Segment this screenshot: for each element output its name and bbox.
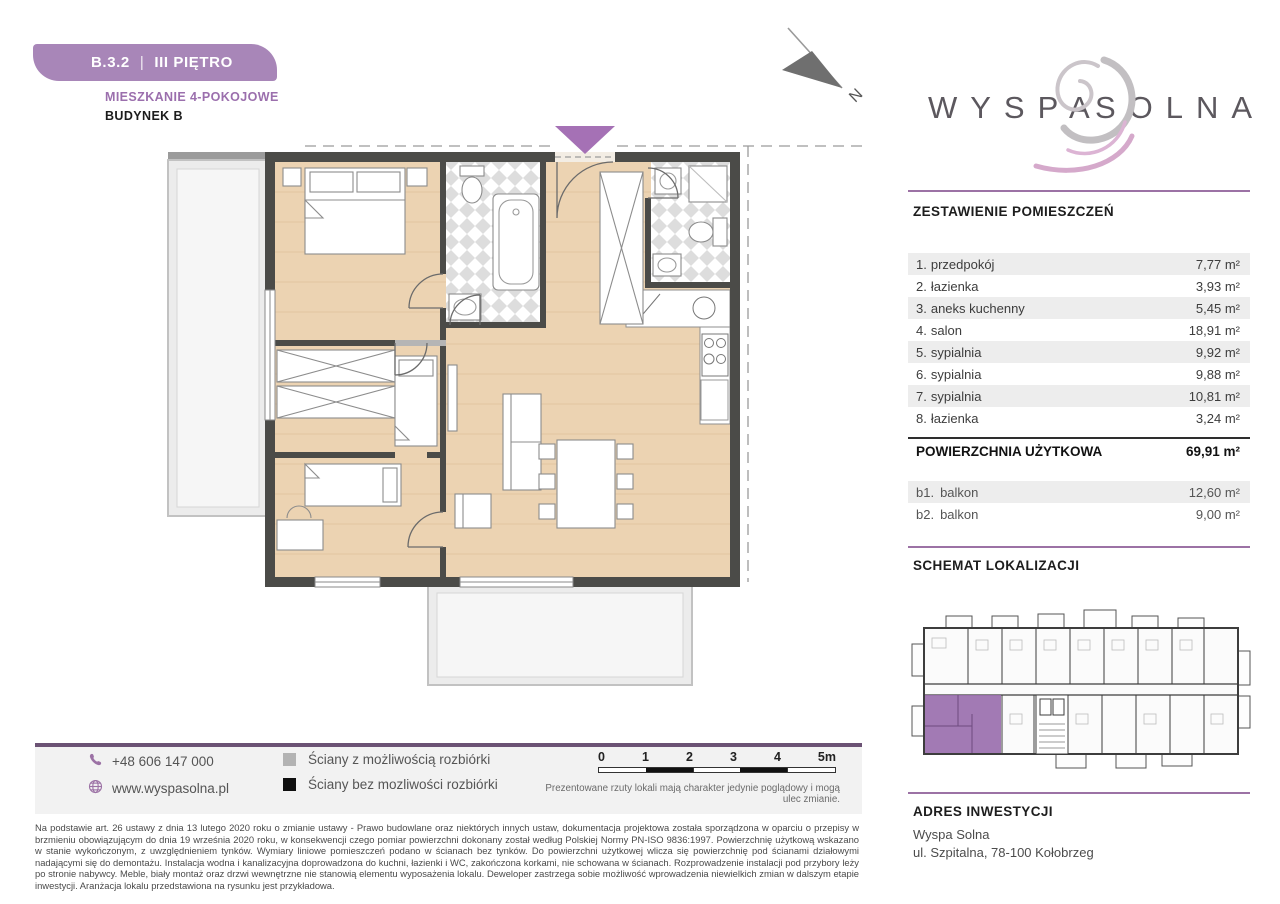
entry-marker-icon [555, 126, 615, 154]
room-name: sypialnia [930, 388, 982, 404]
room-area: 18,91 m² [1188, 322, 1240, 338]
logo-word-right: SOLNA [1095, 90, 1266, 125]
table-row [908, 503, 1250, 525]
rooms-table [908, 253, 1250, 429]
website-link[interactable] [88, 779, 229, 797]
total-area-row [908, 437, 1250, 463]
room-area: 9,92 m² [1195, 344, 1240, 360]
north-label: N [846, 85, 867, 106]
phone-icon [88, 752, 103, 770]
balcony-name: balkon [940, 506, 979, 522]
logo-swirl-icon [1028, 38, 1158, 188]
globe-icon [88, 779, 103, 797]
scale-bar [598, 750, 836, 773]
room-no: 5. [916, 344, 927, 360]
room-area: 5,45 m² [1195, 300, 1240, 316]
scale-tick: 3 [729, 750, 737, 764]
room-no: 7. [916, 388, 927, 404]
total-area-value: 69,91 m² [1185, 443, 1240, 459]
balcony-b2 [428, 585, 692, 685]
legend-item [283, 752, 498, 767]
phone-link[interactable] [88, 752, 229, 770]
room-no: 4. [916, 322, 927, 338]
scale-tick: 2 [685, 750, 693, 764]
floor-label: III PIĘTRO [154, 54, 233, 71]
table-row [908, 481, 1250, 503]
scale-tick: 1 [641, 750, 649, 764]
balcony-area: 9,00 m² [1195, 506, 1240, 522]
room-no: 6. [916, 366, 927, 382]
room-name: przedpokój [930, 256, 995, 272]
table-row [908, 407, 1250, 429]
unit-code: B.3.2 [91, 54, 130, 71]
room-name: salon [930, 322, 962, 338]
room-name: sypialnia [930, 366, 982, 382]
floor-plan [155, 122, 870, 702]
table-row [908, 341, 1250, 363]
room-name: łazienka [930, 410, 979, 426]
highlighted-unit [925, 695, 1001, 753]
room-area: 3,24 m² [1195, 410, 1240, 426]
location-panel-title: SCHEMAT LOKALIZACJI [913, 558, 1080, 573]
balcony-no: b1. [916, 484, 935, 500]
balcony-area: 12,60 m² [1188, 484, 1240, 500]
room-name: łazienka [930, 278, 979, 294]
legal-disclaimer: Na podstawie art. 26 ustawy z dnia 13 lutego 2020 roku o zmianie ustawy - Prawo budowlane oraz niektórych innych ustaw, dokumentacja projektowa została sporządzona w oparciu o przepisy w brzmieniu obowiązującym do dnia 19 września 2020 roku, w konsekwencji czego pomiar powierzchni dokonany został według Polskiej Normy PN-ISO 9836:1997. Powierzchnię użytkową wskazano w stanie wykończonym, z uwzględnieniem tynków. Wymiary liniowe pomieszczeń podano w ścianach bez tynków. Do powierzchni użytkowej wlicza się powierzchnię pod ścianami działowymi nadającymi się do demontażu. Instalacja wodna i kanalizacyjna doprowadzona do kuchni, łazienki i WC, zakończona korkami, nie schowana w ścianach. Rozprowadzenie instalacji pod przybory leży po stronie nabywcy. Meble, biały montaż oraz drzwi wewnętrzne nie stanowią elementu wyposażenia lokalu. Deweloper zastrzega sobie możliwość wprowadzenia niewielkich zmian w dalszym etapie inwestycji. Aranżacja lokalu przedstawiona na rysunku jest przykładowa. [35, 822, 859, 891]
scale-strip [598, 767, 836, 773]
location-schematic [906, 596, 1252, 789]
room-no: 8. [916, 410, 927, 426]
room-area: 7,77 m² [1195, 256, 1240, 272]
address-street: ul. Szpitalna, 78-100 Kołobrzeg [913, 845, 1094, 860]
divider-line-mid [908, 546, 1250, 548]
scale-tick: 5m [817, 750, 836, 764]
balcony-table [908, 481, 1250, 525]
room-name: sypialnia [930, 344, 982, 360]
legend-item [283, 777, 498, 792]
table-row [908, 319, 1250, 341]
balcony-no: b2. [916, 506, 935, 522]
legend-swatch-demolishable [283, 753, 296, 766]
hall-wardrobe [600, 172, 643, 324]
bedroom-6-furniture [395, 356, 437, 446]
legend-swatch-non-demolishable [283, 778, 296, 791]
room-no: 2. [916, 278, 927, 294]
room-no: 1. [916, 256, 927, 272]
table-row [908, 253, 1250, 275]
badge-separator: | [139, 54, 145, 71]
bedroom-7-furniture [283, 168, 427, 254]
logo-word-left: WYSPA [928, 90, 1103, 125]
room-area: 3,93 m² [1195, 278, 1240, 294]
room-area: 10,81 m² [1188, 388, 1240, 404]
balcony-name: balkon [940, 484, 979, 500]
demolishable-wall [395, 340, 446, 346]
table-row [908, 385, 1250, 407]
phone-number: +48 606 147 000 [112, 753, 214, 769]
scale-labels [598, 750, 836, 764]
total-area-label: POWIERZCHNIA UŻYTKOWA [916, 443, 1103, 459]
table-row [908, 297, 1250, 319]
address-name: Wyspa Solna [913, 827, 990, 842]
walls-legend [283, 752, 498, 792]
room-name: aneks kuchenny [930, 300, 1025, 316]
plan-note: Prezentowane rzuty lokali mają charakter jedynie poglądowy i mogą ulec zmianie. [545, 783, 840, 805]
room-no: 3. [916, 300, 927, 316]
unit-badge [33, 44, 277, 81]
legend-label: Ściany z możliwością rozbiórki [308, 752, 491, 767]
building-label: BUDYNEK B [105, 109, 183, 123]
scale-tick: 0 [598, 750, 605, 764]
table-row [908, 275, 1250, 297]
divider-line-bottom [908, 792, 1250, 794]
apartment-type-label: MIESZKANIE 4-POKOJOWE [105, 90, 279, 104]
table-row [908, 363, 1250, 385]
website-url: www.wyspasolna.pl [112, 780, 230, 796]
divider-line-top [908, 190, 1250, 192]
room-area: 9,88 m² [1195, 366, 1240, 382]
balcony-b1 [168, 152, 268, 516]
address-panel-title: ADRES INWESTYCJI [913, 804, 1053, 819]
north-arrow-icon [772, 22, 877, 117]
rooms-panel-title: ZESTAWIENIE POMIESZCZEŃ [913, 204, 1114, 219]
legend-label: Ściany bez mozliwości rozbiórki [308, 777, 498, 792]
contact-block [88, 752, 229, 797]
scale-tick: 4 [773, 750, 781, 764]
